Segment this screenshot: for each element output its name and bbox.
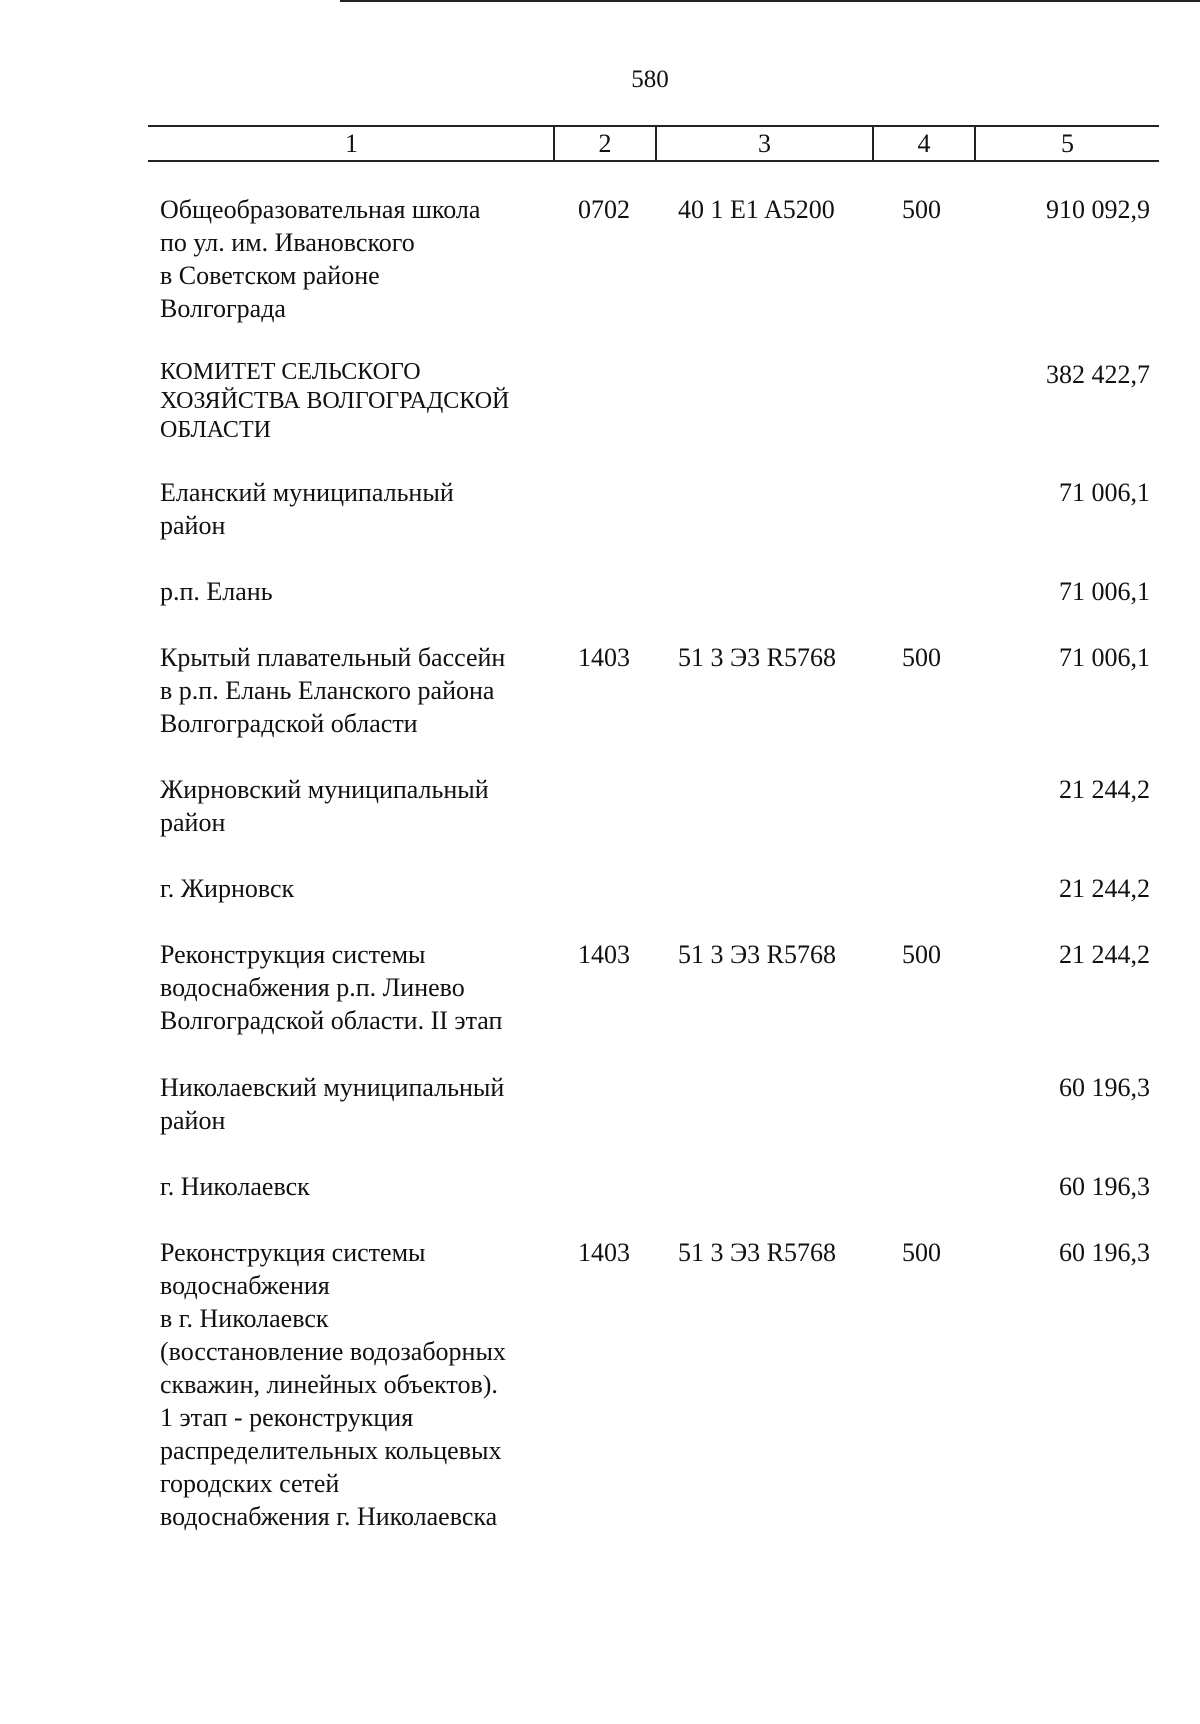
row-section-code: 1403: [578, 1238, 630, 1267]
row-name-line: район: [160, 1106, 226, 1135]
row-name: [160, 193, 560, 325]
row-type-code: 500: [902, 195, 941, 224]
row-name-line: Волгоградской области: [160, 709, 418, 738]
row-name-line: Еланский муниципальный: [160, 478, 454, 507]
row-type-code: 500: [902, 643, 941, 672]
row-name-line: Общеобразовательная школа: [160, 195, 481, 224]
row-section-code: 1403: [578, 940, 630, 969]
row-amount: 21 244,2: [1059, 874, 1150, 903]
row-amount: 60 196,3: [1059, 1073, 1150, 1102]
row-name: [160, 1236, 560, 1533]
header-cell-4: 4: [917, 129, 931, 158]
row-name: [160, 1071, 560, 1137]
row-name-line: в г. Николаевск: [160, 1304, 329, 1333]
row-name-line: р.п. Елань: [160, 577, 273, 606]
row-amount: 60 196,3: [1059, 1172, 1150, 1201]
row-target-code: 51 3 Э3 R5768: [678, 643, 837, 672]
row-target-code: 51 3 Э3 R5768: [678, 940, 837, 969]
header-cell-1: 1: [345, 129, 358, 158]
row-name: [160, 872, 560, 905]
row-amount: 382 422,7: [1046, 360, 1150, 389]
row-section-code: 0702: [578, 195, 630, 224]
row-type-code: 500: [902, 1238, 941, 1267]
row-amount: 21 244,2: [1059, 775, 1150, 804]
row-name-line: ОБЛАСТИ: [160, 417, 271, 443]
row-name: [160, 575, 560, 608]
row-name-line: по ул. им. Ивановского: [160, 228, 415, 257]
row-name-line: распределительных кольцевых: [160, 1436, 502, 1465]
row-name: [160, 1170, 560, 1203]
row-amount: 910 092,9: [1046, 195, 1150, 224]
row-name-line: водоснабжения р.п. Линево: [160, 973, 465, 1002]
row-target-code: 51 3 Э3 R5768: [678, 1238, 837, 1267]
page-number: 580: [631, 66, 669, 93]
header-bottom-border: [148, 160, 1159, 162]
row-section-code: 1403: [578, 643, 630, 672]
row-name-line: (восстановление водозаборных: [160, 1337, 506, 1366]
row-name-line: городских сетей: [160, 1469, 340, 1498]
row-amount: 71 006,1: [1059, 643, 1150, 672]
row-name-line: Реконструкция системы: [160, 940, 426, 969]
row-name-line: водоснабжения: [160, 1271, 330, 1300]
row-name-line: скважин, линейных объектов).: [160, 1370, 498, 1399]
row-name: [160, 773, 560, 839]
header-cell-5: 5: [1061, 129, 1074, 158]
row-name-line: КОМИТЕТ СЕЛЬСКОГО: [160, 359, 421, 385]
header-top-border: [148, 125, 1159, 127]
row-name-line: Волгограда: [160, 294, 286, 323]
row-type-code: 500: [902, 940, 941, 969]
row-amount: 21 244,2: [1059, 940, 1150, 969]
row-name: [160, 358, 560, 445]
row-name: [160, 476, 560, 542]
row-name-line: Жирновский муниципальный: [160, 775, 489, 804]
row-amount: 71 006,1: [1059, 478, 1150, 507]
row-name-line: район: [160, 511, 226, 540]
row-name: [160, 641, 560, 740]
row-name-line: в Советском районе: [160, 261, 380, 290]
row-target-code: 40 1 E1 A5200: [678, 195, 835, 224]
row-name-line: г. Николаевск: [160, 1172, 310, 1201]
row-name-line: Реконструкция системы: [160, 1238, 426, 1267]
row-name-line: ХОЗЯЙСТВА ВОЛГОГРАДСКОЙ: [160, 388, 510, 414]
row-name-line: 1 этап - реконструкция: [160, 1403, 414, 1432]
header-cell-3: 3: [758, 129, 771, 158]
row-name-line: г. Жирновск: [160, 874, 295, 903]
row-name-line: район: [160, 808, 226, 837]
row-amount: 71 006,1: [1059, 577, 1150, 606]
header-cell-2: 2: [598, 129, 612, 158]
row-name-line: водоснабжения г. Николаевска: [160, 1502, 498, 1531]
row-name-line: Николаевский муниципальный: [160, 1073, 505, 1102]
row-name-line: Волгоградской области. II этап: [160, 1006, 503, 1035]
row-name-line: Крытый плавательный бассейн: [160, 643, 506, 672]
page-top-rule: [340, 0, 1200, 2]
row-name-line: в р.п. Елань Еланского района: [160, 676, 495, 705]
row-amount: 60 196,3: [1059, 1238, 1150, 1267]
row-name: [160, 938, 560, 1037]
